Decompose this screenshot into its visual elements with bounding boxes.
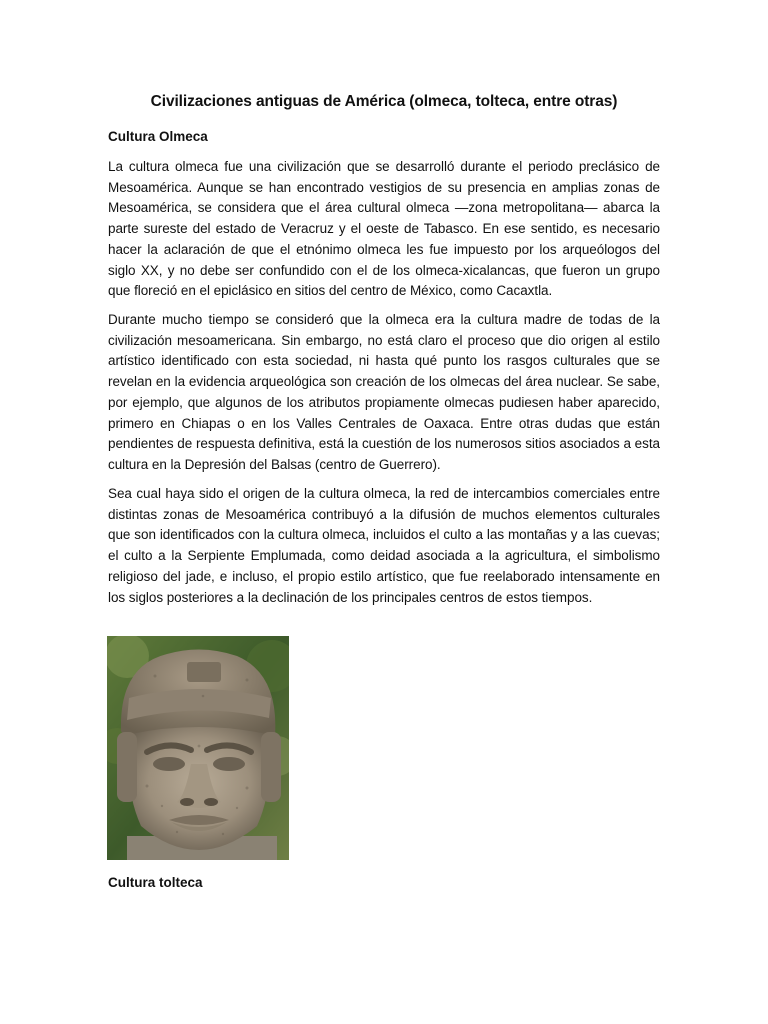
section-heading-tolteca: Cultura tolteca: [108, 875, 203, 890]
paragraph-olmeca-2: Durante mucho tiempo se consideró que la olmeca era la cultura madre de todas de la civilización mesoamericana. Sin embargo, no está claro el proceso que dio origen al estilo artístico identificado con esta sociedad, ni hasta qué punto los rasgos culturales que se revelan en la evidencia arqueológica son creación de los olmecas del área nuclear. Se sabe, por ejemplo, que algunos de los atributos propiamente olmecas pudiesen haber aparecido, primero en Chiapas o en los Valles Centrales de Oaxaca. Entre otras dudas que están pendientes de respuesta definitiva, está la cuestión de los numerosos sitios asociados a esta cultura en la Depresión del Balsas (centro de Guerrero).: [108, 312, 660, 472]
paragraph-olmeca-3: Sea cual haya sido el origen de la cultura olmeca, la red de intercambios comerciales entre distintas zonas de Mesoamérica contribuyó a la difusión de muchos elementos culturales que son identificados con la cultura olmeca, incluidos el culto a las montañas y a las cuevas; el culto a la Serpiente Emplumada, como deidad asociada a la agricultura, el simbolismo religioso del jade, e incluso, el propio estilo artístico, que fue reelaborado intensamente en los siglos posteriores a la declinación de los principales centros de estos tiempos.: [108, 486, 660, 605]
paragraph-olmeca-1: La cultura olmeca fue una civilización que se desarrolló durante el periodo preclásico de Mesoamérica. Aunque se han encontrado vestigios de su presencia en amplias zonas de Mesoamérica, se considera que el área cultural olmeca —zona metropolitana— abarca la parte sureste del estado de Veracruz y el oeste de Tabasco. En ese sentido, es necesario hacer la aclaración de que el etnónimo olmeca les fue impuesto por los arqueólogos del siglo XX, y no debe ser confundido con el de los olmeca-xicalancas, que fueron un grupo que floreció en el epiclásico en sitios del centro de México, como Cacaxtla.: [108, 159, 660, 299]
olmec-head-photo: [107, 636, 289, 860]
section-heading-olmeca: Cultura Olmeca: [108, 129, 208, 144]
document-title: Civilizaciones antiguas de América (olmeca, tolteca, entre otras): [150, 93, 618, 110]
